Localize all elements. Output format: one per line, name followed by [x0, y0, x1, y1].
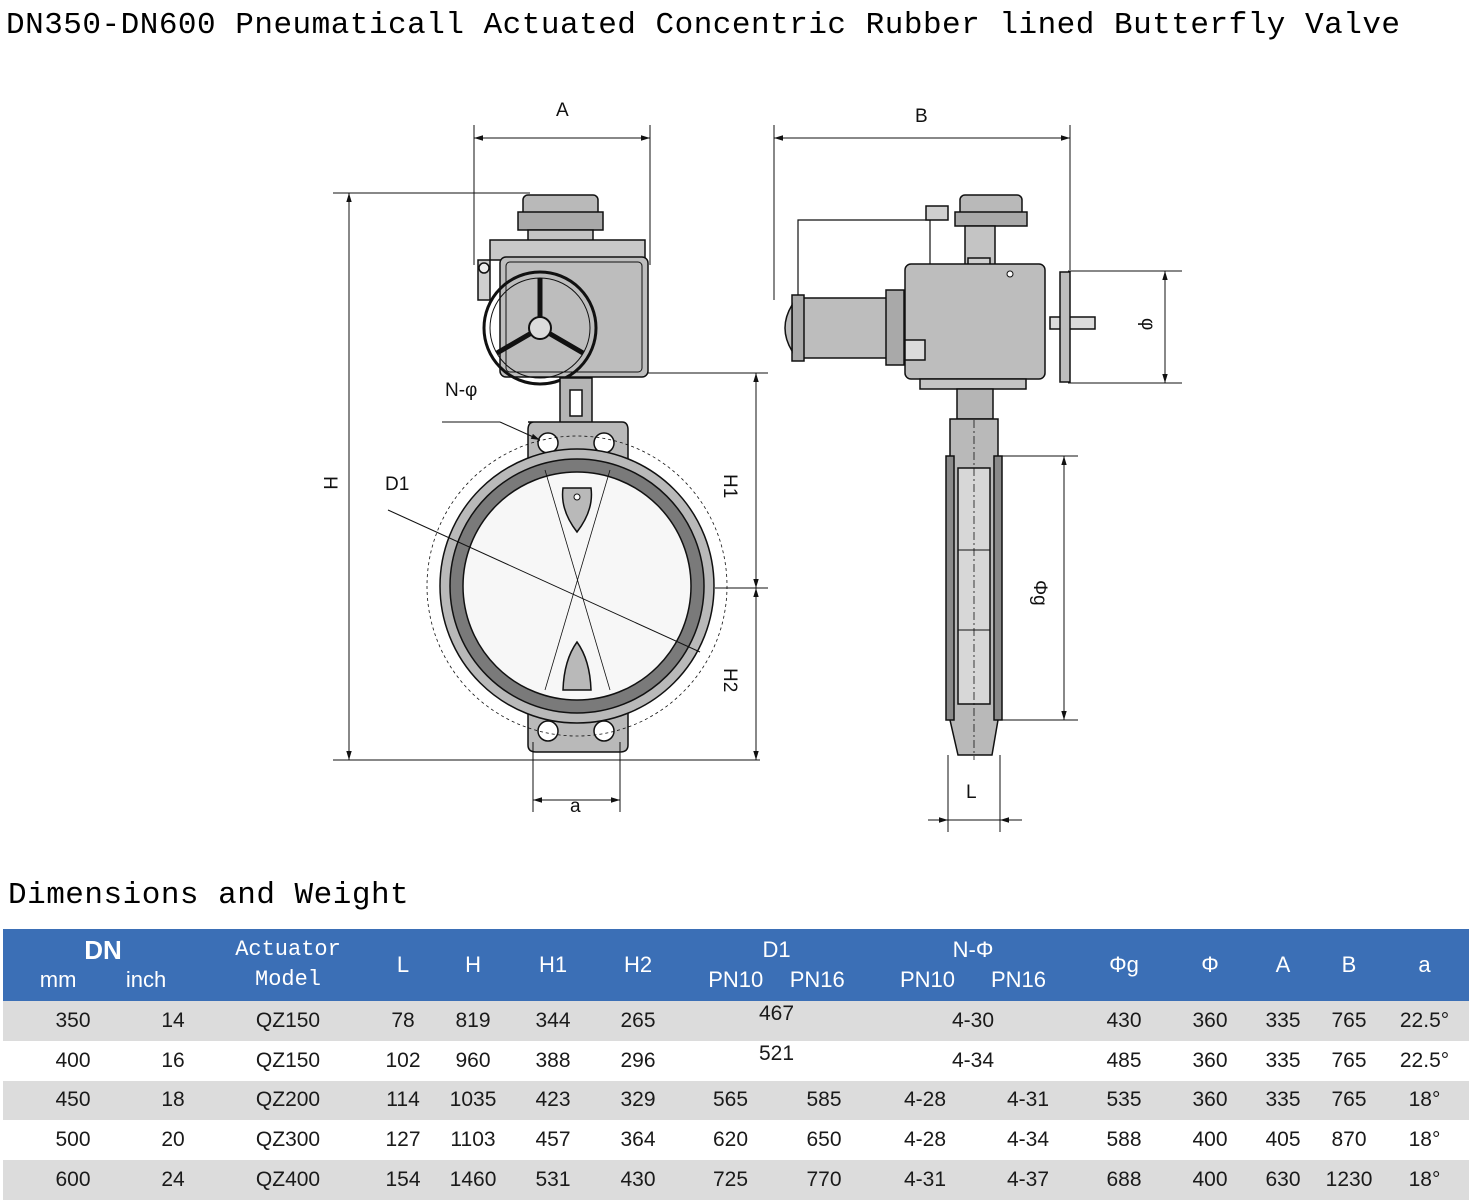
cell-H1: 423 [535, 1088, 571, 1112]
label-phi-g: Φg [1029, 580, 1050, 606]
cell-D1-pn10: 565 [712, 1088, 749, 1112]
table-row [3, 1081, 1469, 1121]
cell-phi-g: 430 [1106, 1008, 1142, 1032]
cell-model: QZ400 [255, 1168, 321, 1192]
header-dn: DN mm inch [39, 935, 167, 992]
header-A: A [1275, 952, 1291, 977]
cell-phi: 400 [1192, 1168, 1228, 1192]
cell-inch: 20 [161, 1128, 185, 1152]
table-row [3, 1120, 1469, 1160]
table-row [3, 1001, 1469, 1041]
header-phi: Φ [1201, 952, 1219, 977]
cell-H2: 329 [620, 1088, 656, 1112]
header-H2: H2 [623, 952, 653, 977]
cell-N-phi-pn16: 4-31 [1007, 1088, 1050, 1112]
label-B: B [915, 106, 928, 127]
cell-A: 335 [1265, 1008, 1301, 1032]
table-header-row [3, 929, 1469, 1001]
cell-phi-g: 485 [1106, 1048, 1142, 1072]
cell-H1: 531 [535, 1168, 571, 1192]
cell-B: 1230 [1325, 1168, 1373, 1192]
label-L: L [966, 782, 977, 803]
cell-model: QZ150 [255, 1048, 321, 1072]
header-L: L [396, 952, 410, 977]
cell-A: 335 [1265, 1048, 1301, 1072]
header-H1: H1 [538, 952, 568, 977]
cell-H1: 457 [535, 1128, 571, 1152]
cell-phi-g: 535 [1106, 1088, 1142, 1112]
cell-model: QZ150 [255, 1008, 321, 1032]
cell-phi: 360 [1192, 1088, 1228, 1112]
cell-D1-pn16: 650 [806, 1128, 842, 1152]
cell-D1-pn16: 770 [806, 1168, 842, 1192]
cell-phi: 400 [1192, 1128, 1228, 1152]
cell-phi: 360 [1192, 1008, 1228, 1032]
cell-L: 114 [386, 1088, 420, 1112]
cell-H2: 296 [620, 1048, 656, 1072]
cell-N-phi-pn16: 4-34 [1007, 1128, 1050, 1152]
label-H2: H2 [719, 668, 740, 693]
header-a: a [1418, 952, 1431, 977]
cell-phi-g: 688 [1106, 1168, 1142, 1192]
cell-inch: 24 [161, 1168, 185, 1192]
header-H: H [465, 952, 481, 977]
cell-A: 335 [1265, 1088, 1301, 1112]
cell-N-phi-pn10: 4-31 [904, 1168, 947, 1192]
cell-H1: 344 [535, 1008, 571, 1032]
cell-H1: 388 [535, 1048, 571, 1072]
cell-phi: 360 [1192, 1048, 1228, 1072]
cell-inch: 14 [161, 1008, 185, 1032]
cell-H2: 430 [620, 1168, 656, 1192]
cell-phi-g: 588 [1106, 1128, 1142, 1152]
label-D1: D1 [385, 474, 410, 495]
cell-H2: 364 [620, 1128, 656, 1152]
header-B: B [1341, 952, 1357, 977]
label-H: H [319, 476, 340, 490]
table-row [3, 1160, 1469, 1200]
cell-a: 18° [1408, 1128, 1441, 1152]
cell-model: QZ200 [255, 1088, 321, 1112]
section-title: Dimensions and Weight [8, 878, 410, 913]
side-view [774, 125, 1182, 832]
cell-B: 870 [1331, 1128, 1367, 1152]
cell-D1: 467 [758, 1002, 795, 1025]
cell-L: 102 [385, 1048, 421, 1072]
cell-N-phi: 4-34 [952, 1048, 995, 1072]
label-H1: H1 [719, 474, 740, 499]
cell-A: 405 [1265, 1128, 1301, 1152]
cell-L: 78 [391, 1008, 415, 1032]
label-phi: φ [1137, 318, 1158, 331]
header-phi-g: Φg [1109, 952, 1139, 977]
cell-mm: 400 [55, 1048, 91, 1072]
cell-mm: 450 [55, 1088, 91, 1112]
cell-a: 18° [1408, 1168, 1441, 1192]
cell-H2: 265 [620, 1008, 656, 1032]
table-row [3, 1041, 1469, 1081]
header-N-phi: N-Φ PN10 PN16 [899, 937, 1047, 992]
cell-B: 765 [1331, 1048, 1367, 1072]
cell-a: 22.5° [1399, 1008, 1450, 1032]
header-D1: D1 PN10 PN16 [708, 937, 845, 992]
cell-B: 765 [1331, 1008, 1367, 1032]
cell-L: 154 [385, 1168, 421, 1192]
cell-a: 22.5° [1399, 1048, 1450, 1072]
label-A: A [556, 100, 569, 121]
cell-inch: 18 [161, 1088, 185, 1112]
cell-inch: 16 [161, 1048, 185, 1072]
valve-technical-drawing [0, 60, 1471, 860]
cell-H: 819 [455, 1008, 491, 1032]
cell-D1-pn10: 725 [712, 1168, 749, 1192]
cell-H: 1103 [450, 1128, 496, 1152]
cell-mm: 350 [55, 1008, 91, 1032]
label-N-phi: N-φ [445, 380, 478, 401]
cell-N-phi: 4-30 [952, 1008, 995, 1032]
cell-mm: 600 [55, 1168, 91, 1192]
cell-H: 1035 [449, 1088, 497, 1112]
cell-B: 765 [1331, 1088, 1367, 1112]
cell-D1-pn10: 620 [712, 1128, 749, 1152]
cell-A: 630 [1265, 1168, 1301, 1192]
page-title: DN350-DN600 Pneumaticall Actuated Concentric Rubber lined Butterfly Valve [6, 8, 1401, 43]
front-view [333, 125, 768, 812]
label-a: a [570, 796, 581, 817]
cell-L: 127 [385, 1128, 421, 1152]
cell-D1: 521 [758, 1041, 795, 1065]
cell-mm: 500 [55, 1128, 91, 1152]
cell-H: 960 [455, 1048, 491, 1072]
cell-N-phi-pn16: 4-37 [1007, 1168, 1050, 1192]
dimensions-table [3, 929, 1469, 1200]
cell-N-phi-pn10: 4-28 [904, 1088, 947, 1112]
cell-model: QZ300 [255, 1128, 321, 1152]
cell-H: 1460 [449, 1168, 497, 1192]
cell-N-phi-pn10: 4-28 [904, 1128, 947, 1152]
header-actuator-model: Actuator Model [235, 937, 341, 992]
cell-a: 18° [1408, 1088, 1441, 1112]
cell-D1-pn16: 585 [806, 1088, 842, 1112]
